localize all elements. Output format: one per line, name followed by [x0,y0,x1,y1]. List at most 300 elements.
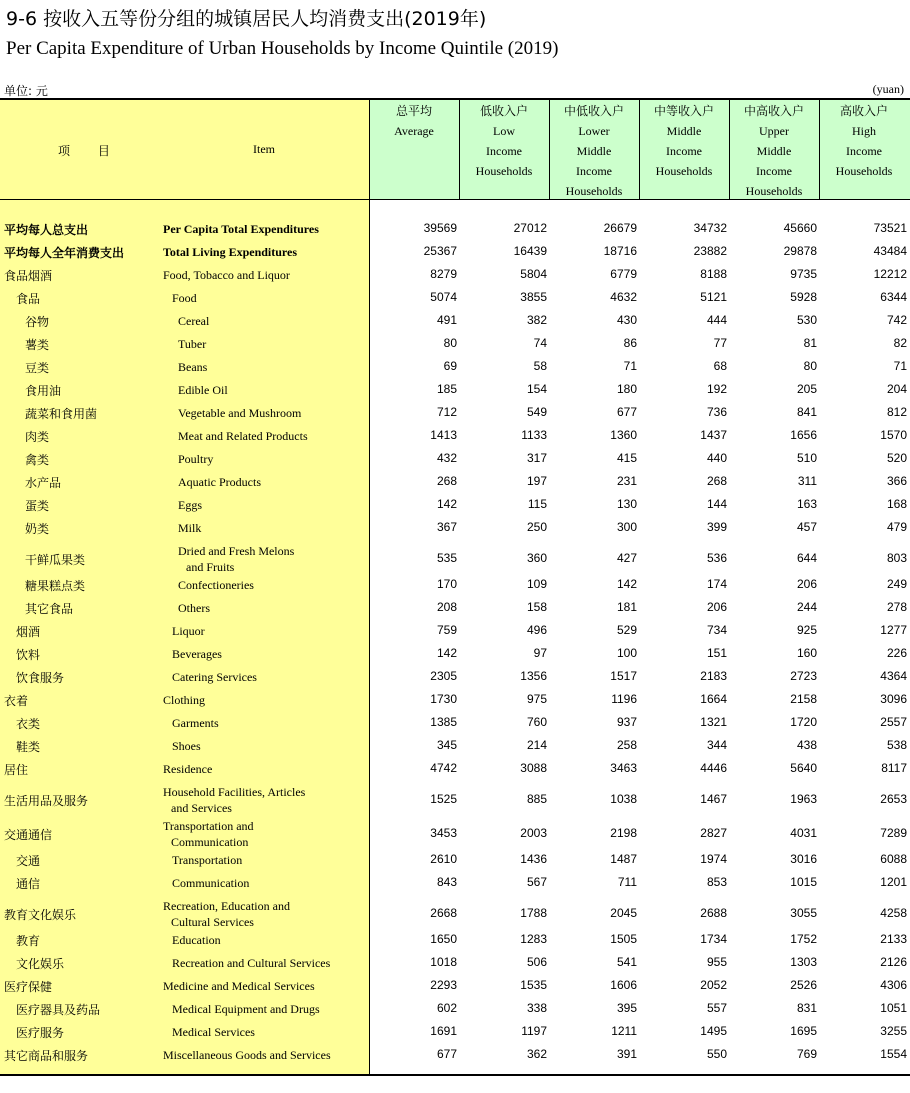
row-label-zh: 干鲜瓜果类 [25,553,86,567]
column-header-en: Low [493,124,515,138]
row-label-zh: 禽类 [25,453,50,467]
cell-value: 142 [616,577,637,591]
cell-value: 1211 [611,1024,637,1038]
table-row [0,691,910,714]
cell-value: 2688 [700,906,727,920]
cell-value: 1554 [880,1047,907,1061]
cell-value: 2198 [610,826,637,840]
row-label-en: Recreation and Cultural Services [172,956,331,970]
cell-value: 2158 [790,692,817,706]
cell-value: 853 [706,875,727,889]
cell-value: 1730 [430,692,457,706]
cell-value: 151 [706,646,727,660]
cell-value: 6088 [880,852,907,866]
cell-value: 317 [526,451,547,465]
row-label-zh: 居住 [4,763,29,777]
cell-value: 1413 [430,428,457,442]
cell-value: 43484 [873,244,907,258]
cell-value: 1467 [700,792,727,806]
cell-value: 4306 [880,978,907,992]
row-label-zh: 豆类 [25,361,50,375]
cell-value: 170 [436,577,457,591]
cell-value: 530 [796,313,817,327]
cell-value: 557 [706,1001,727,1015]
column-header-en: Income [756,164,792,178]
cell-value: 9735 [790,267,817,281]
table-row [0,312,910,335]
cell-value: 3255 [880,1024,907,1038]
cell-value: 29878 [783,244,817,258]
cell-value: 1303 [790,955,817,969]
cell-value: 1277 [880,623,907,637]
table-row [0,427,910,450]
cell-value: 23882 [693,244,727,258]
item-header-en: Item [253,142,275,156]
cell-value: 496 [526,623,547,637]
cell-value: 345 [436,738,457,752]
cell-value: 250 [526,520,547,534]
cell-value: 73521 [873,221,907,235]
cell-value: 535 [436,551,457,565]
row-label-en: Food [172,291,197,305]
cell-value: 367 [436,520,457,534]
row-label-zh: 食品 [16,292,41,306]
cell-value: 1038 [610,792,637,806]
cell-value: 843 [436,875,457,889]
cell-value: 1752 [790,932,817,946]
table-row [0,289,910,312]
column-header-zh: 低收入户 [479,104,528,118]
cell-value: 18716 [603,244,637,258]
cell-value: 214 [526,738,547,752]
row-label-zh: 衣类 [16,717,41,731]
cell-value: 1517 [610,669,637,683]
table-row [0,851,910,874]
cell-value: 1974 [700,852,727,866]
cell-value: 541 [616,955,637,969]
cell-value: 399 [706,520,727,534]
table-row [0,450,910,473]
cell-value: 812 [886,405,907,419]
table-row [0,266,910,289]
cell-value: 109 [526,577,547,591]
row-label-en: Dried and Fresh Melons [178,544,295,558]
cell-value: 206 [796,577,817,591]
table-row [0,473,910,496]
row-label-zh: 谷物 [25,315,50,329]
column-divider [369,99,370,1075]
cell-value: 520 [886,451,907,465]
cell-value: 711 [617,875,637,889]
cell-value: 249 [886,577,907,591]
cell-value: 1656 [790,428,817,442]
cell-value: 16439 [513,244,547,258]
cell-value: 344 [706,738,727,752]
cell-value: 300 [616,520,637,534]
row-label-zh: 平均每人全年消费支出 [4,246,125,260]
cell-value: 937 [616,715,637,729]
table-row [0,1046,910,1069]
row-label-zh: 医疗保健 [4,980,53,994]
unit-zh: 单位: 元 [4,84,48,98]
cell-value: 362 [526,1047,547,1061]
row-label-zh: 教育 [16,934,41,948]
cell-value: 8117 [881,761,907,775]
table-bottom-rule [0,1074,910,1076]
cell-value: 2045 [610,906,637,920]
cell-value: 197 [526,474,547,488]
cell-value: 769 [796,1047,817,1061]
column-header-en: Middle [666,124,702,138]
row-label-en: Confectioneries [178,578,254,592]
cell-value: 444 [706,313,727,327]
table-row [0,737,910,760]
row-label-zh: 交通通信 [4,828,53,842]
cell-value: 366 [886,474,907,488]
cell-value: 644 [796,551,817,565]
cell-value: 5640 [790,761,817,775]
table-row [0,1023,910,1046]
row-label-zh: 食品烟酒 [4,269,53,283]
cell-value: 438 [796,738,817,752]
row-label-en: Residence [163,762,213,776]
cell-value: 27012 [513,221,547,235]
table-row [0,243,910,266]
cell-value: 4031 [790,826,817,840]
row-label-en-cont: and Fruits [186,560,235,574]
row-label-en: Medical Equipment and Drugs [172,1002,320,1016]
cell-value: 2610 [430,852,457,866]
cell-value: 1720 [790,715,817,729]
cell-value: 4632 [610,290,637,304]
row-label-en: Edible Oil [178,383,228,397]
cell-value: 69 [443,359,457,373]
cell-value: 3096 [880,692,907,706]
column-header [819,101,909,181]
cell-value: 2557 [880,715,907,729]
row-label-zh: 饮食服务 [16,671,65,685]
cell-value: 3453 [430,826,457,840]
cell-value: 1691 [430,1024,457,1038]
row-label-en: Beans [178,360,208,374]
row-label-en: Meat and Related Products [178,429,308,443]
row-label-en: Transportation and [163,819,254,833]
column-header-en: Income [576,164,612,178]
cell-value: 71 [893,359,907,373]
row-label-en: Aquatic Products [178,475,261,489]
cell-value: 1734 [700,932,727,946]
cell-value: 1437 [700,428,727,442]
column-header-en: Upper [759,124,789,138]
row-label-zh: 肉类 [25,430,50,444]
cell-value: 1321 [700,715,727,729]
row-label-en: Clothing [163,693,206,707]
row-label-zh: 文化娱乐 [16,957,65,971]
title-en: Per Capita Expenditure of Urban Households by Income Quintile (2019) [6,38,559,59]
cell-value: 12212 [873,267,907,281]
cell-value: 3463 [610,761,637,775]
row-label-en-cont: Communication [171,835,249,849]
row-label-zh: 蔬菜和食用菌 [25,407,98,421]
cell-value: 677 [616,405,637,419]
cell-value: 71 [623,359,637,373]
cell-value: 975 [526,692,547,706]
unit-en: (yuan) [872,82,904,96]
cell-value: 395 [616,1001,637,1015]
table-row [0,760,910,783]
table-row [0,599,910,622]
title-zh: 9-6 按收入五等份分组的城镇居民人均消费支出(2019年) [6,8,487,30]
table-row [0,496,910,519]
table-row [0,404,910,427]
cell-value: 5804 [520,267,547,281]
cell-value: 81 [803,336,817,350]
cell-value: 885 [526,792,547,806]
cell-value: 258 [616,738,637,752]
cell-value: 6344 [880,290,907,304]
cell-value: 4742 [430,761,457,775]
row-label-zh: 饮料 [16,648,41,662]
table-row [0,897,910,931]
cell-value: 3088 [520,761,547,775]
row-label-zh: 蛋类 [25,499,50,513]
column-header [369,101,459,141]
table-row [0,220,910,243]
cell-value: 925 [796,623,817,637]
cell-value: 529 [616,623,637,637]
cell-value: 39569 [423,221,457,235]
cell-value: 1283 [520,932,547,946]
table-row [0,931,910,954]
cell-value: 142 [436,646,457,660]
cell-value: 5121 [700,290,727,304]
cell-value: 955 [706,955,727,969]
cell-value: 160 [796,646,817,660]
row-label-en: Medical Services [172,1025,255,1039]
cell-value: 3855 [520,290,547,304]
cell-value: 174 [706,577,727,591]
column-header [459,101,549,181]
table-row [0,576,910,599]
cell-value: 86 [623,336,637,350]
cell-value: 168 [886,497,907,511]
row-label-zh: 鞋类 [16,740,41,754]
row-label-en: Vegetable and Mushroom [178,406,302,420]
row-label-en: Medicine and Medical Services [163,979,315,993]
row-label-en: Recreation, Education and [163,899,290,913]
table-row [0,954,910,977]
item-header-zh: 项 目 [58,144,122,158]
row-label-zh: 其它食品 [25,602,74,616]
cell-value: 192 [706,382,727,396]
cell-value: 2526 [790,978,817,992]
table-row [0,622,910,645]
cell-value: 26679 [603,221,637,235]
table-row [0,358,910,381]
column-header-en: Households [475,164,533,178]
cell-value: 536 [706,551,727,565]
cell-value: 80 [803,359,817,373]
cell-value: 1051 [880,1001,907,1015]
cell-value: 538 [886,738,907,752]
cell-value: 144 [706,497,727,511]
row-label-zh: 医疗器具及药品 [16,1003,101,1017]
cell-value: 82 [893,336,907,350]
cell-value: 97 [533,646,547,660]
cell-value: 427 [616,551,637,565]
cell-value: 74 [533,336,547,350]
row-label-zh: 奶类 [25,522,50,536]
cell-value: 8188 [700,267,727,281]
cell-value: 1196 [611,692,637,706]
cell-value: 185 [436,382,457,396]
row-label-en: Beverages [172,647,222,661]
cell-value: 1695 [790,1024,817,1038]
row-label-en: Catering Services [172,670,257,684]
row-label-zh: 生活用品及服务 [4,794,89,808]
cell-value: 77 [713,336,727,350]
cell-value: 549 [526,405,547,419]
cell-value: 510 [796,451,817,465]
cell-value: 831 [796,1001,817,1015]
cell-value: 3016 [790,852,817,866]
row-label-en: Shoes [172,739,201,753]
cell-value: 1018 [430,955,457,969]
cell-value: 567 [526,875,547,889]
row-label-zh: 糖果糕点类 [25,579,86,593]
cell-value: 2305 [430,669,457,683]
cell-value: 231 [616,474,637,488]
cell-value: 1201 [880,875,907,889]
column-header-en: Lower [578,124,610,138]
cell-value: 2052 [700,978,727,992]
cell-value: 1788 [520,906,547,920]
cell-value: 278 [886,600,907,614]
cell-value: 360 [526,551,547,565]
cell-value: 208 [436,600,457,614]
cell-value: 205 [796,382,817,396]
column-header-en: High [852,124,876,138]
cell-value: 8279 [430,267,457,281]
cell-value: 1963 [790,792,817,806]
cell-value: 415 [616,451,637,465]
table-row [0,668,910,691]
cell-value: 45660 [783,221,817,235]
cell-value: 1385 [430,715,457,729]
cell-value: 1495 [700,1024,727,1038]
table-top-rule [0,98,910,100]
cell-value: 142 [436,497,457,511]
cell-value: 1436 [520,852,547,866]
cell-value: 760 [526,715,547,729]
table-row [0,714,910,737]
row-label-en-cont: Cultural Services [171,915,254,929]
cell-value: 154 [526,382,547,396]
cell-value: 206 [706,600,727,614]
table-row [0,645,910,668]
row-label-en: Eggs [178,498,202,512]
cell-value: 759 [436,623,457,637]
column-header-en: Households [655,164,713,178]
cell-value: 115 [527,497,547,511]
column-header-en: Households [835,164,893,178]
cell-value: 68 [713,359,727,373]
cell-value: 1664 [700,692,727,706]
row-label-zh: 通信 [16,877,41,891]
table-row [0,783,910,817]
column-header-en: Income [486,144,522,158]
cell-value: 1525 [430,792,457,806]
cell-value: 2827 [700,826,727,840]
table-row [0,519,910,542]
cell-value: 1535 [520,978,547,992]
row-label-en: Others [178,601,210,615]
cell-value: 338 [526,1001,547,1015]
row-label-en: Cereal [178,314,210,328]
cell-value: 4364 [880,669,907,683]
cell-value: 2723 [790,669,817,683]
cell-value: 1505 [610,932,637,946]
cell-value: 1015 [790,875,817,889]
row-label-en: Tuber [178,337,207,351]
row-label-en: Miscellaneous Goods and Services [163,1048,331,1062]
cell-value: 180 [616,382,637,396]
row-label-zh: 其它商品和服务 [4,1049,89,1063]
column-header-zh: 中等收入户 [653,104,714,118]
row-label-zh: 薯类 [25,338,50,352]
column-header-en: Households [745,184,803,198]
column-header [639,101,729,181]
cell-value: 430 [616,313,637,327]
column-header-en: Income [666,144,702,158]
cell-value: 80 [443,336,457,350]
cell-value: 1487 [610,852,637,866]
cell-value: 4446 [700,761,727,775]
cell-value: 2293 [430,978,457,992]
column-header-zh: 总平均 [395,104,432,118]
cell-value: 391 [616,1047,637,1061]
cell-value: 677 [436,1047,457,1061]
cell-value: 712 [436,405,457,419]
cell-value: 1570 [880,428,907,442]
cell-value: 1197 [521,1024,547,1038]
cell-value: 4258 [880,906,907,920]
cell-value: 58 [533,359,547,373]
cell-value: 1356 [520,669,547,683]
column-header-zh: 高收入户 [839,104,888,118]
row-label-en: Liquor [172,624,205,638]
cell-value: 1650 [430,932,457,946]
table-row [0,542,910,576]
row-label-en: Total Living Expenditures [163,245,298,259]
cell-value: 6779 [610,267,637,281]
table-row [0,977,910,1000]
table-row [0,817,910,851]
cell-value: 5928 [790,290,817,304]
cell-value: 2183 [700,669,727,683]
cell-value: 311 [797,474,817,488]
cell-value: 2003 [520,826,547,840]
cell-value: 479 [886,520,907,534]
column-header-en: Middle [576,144,612,158]
row-label-en: Poultry [178,452,214,466]
cell-value: 841 [796,405,817,419]
cell-value: 457 [796,520,817,534]
row-label-en: Garments [172,716,219,730]
row-label-en: Household Facilities, Articles [163,785,306,799]
cell-value: 803 [886,551,907,565]
cell-value: 244 [796,600,817,614]
